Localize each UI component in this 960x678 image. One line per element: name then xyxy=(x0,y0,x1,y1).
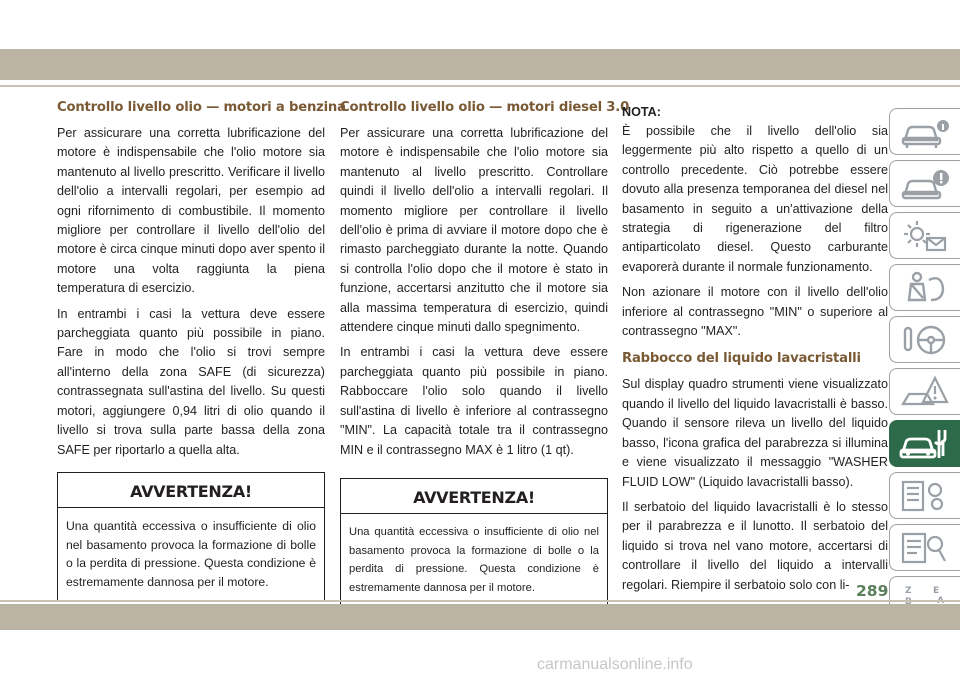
warning-lights-icon xyxy=(899,218,951,254)
paragraph: Non azionare il motore con il livello dell'olio inferiore al contrassegno "MIN" o superiore al contrassegno "MAX". xyxy=(622,285,888,339)
top-band-line xyxy=(0,85,960,87)
letter: E xyxy=(933,585,940,596)
specs-gears-icon xyxy=(899,478,951,514)
chapter-tabs xyxy=(889,108,960,628)
tab-seatbelt[interactable] xyxy=(889,264,960,311)
column-right xyxy=(622,103,888,601)
index-search-icon xyxy=(899,530,951,566)
column-middle xyxy=(340,100,630,608)
tab-specs-gears[interactable] xyxy=(889,472,960,519)
steering-wheel-icon xyxy=(899,322,951,358)
seatbelt-icon xyxy=(899,270,951,306)
warning-box xyxy=(57,472,325,602)
bottom-band-line xyxy=(0,600,960,602)
car-info-icon xyxy=(899,114,951,150)
paragraph: In entrambi i casi la vettura deve essere parcheggiata quanto più possibile in piano. Fare in modo che l'olio si trovi sempre all'interno della zona SAFE (di sicurezza) contrassegnata sull'astina del livello. Su questi motori, aggiungere 0,94 litri di olio quando il livello si trova sulla parte bassa della zona SAFE per riportarlo a quella alta. xyxy=(57,306,325,457)
paragraph: Per assicurare una corretta lubrificazione del motore è indispensabile che l'olio motore sia mantenuto al livello prescritto. Verificare il livello dell'olio a intervalli regolari, per esempio ad ogni rifornimento di combustibile. Il momento migliore per controllare il livello dell'olio del motore è circa cinque minuti dopo aver spento il motore una volta raggiunta la piena temperatura di esercizio. xyxy=(57,126,325,296)
warning-box xyxy=(340,478,608,608)
note-label: NOTA: xyxy=(622,105,661,119)
watermark: carmanualsonline.info xyxy=(537,656,693,673)
bottom-band xyxy=(0,604,960,630)
tab-index-search[interactable] xyxy=(889,524,960,571)
paragraph: Il serbatoio del liquido lavacristalli è lo stesso per il parabrezza e il lunotto. Il serbatoio del liquido si trova nel vano motore, accertarsi di controllare il livello del liquido a intervalli regolari. Riempire il serbatoio solo con li- xyxy=(622,499,888,592)
tab-car-info[interactable] xyxy=(889,108,960,155)
warning-text: Una quantità eccessiva o insufficiente di olio nel basamento provoca la formazione di bolle o la perdita di pressione. Questa condizione è estremamente dannosa per il motore. xyxy=(349,525,599,594)
tab-car-service[interactable] xyxy=(889,420,960,467)
paragraph: Per assicurare una corretta lubrificazione del motore è indispensabile che l'olio motore sia mantenuto al livello prescritto. Controllare quindi il livello dell'olio a intervalli regolari. Il momento migliore per controllare il livello dell'olio è prima di avviare il motore dopo che è rimasto parcheggiato durante la notte. Quando si controlla l'olio dopo che il motore è stato in funzione, accertarsi anzitutto che il motore sia alla massima temperatura di esercizio, quindi attendere cinque minuti dallo spegnimento. xyxy=(340,126,608,335)
section-heading-diesel: Controllo livello olio — motori diesel 3.0 xyxy=(340,100,630,115)
warning-title: AVVERTENZA! xyxy=(341,479,607,514)
letter: Z xyxy=(905,585,912,596)
tab-hazard-car[interactable] xyxy=(889,368,960,415)
warning-text: Una quantità eccessiva o insufficiente di olio nel basamento provoca la formazione di bolle o la perdita di pressione. Questa condizione è estremamente dannosa per il motore. xyxy=(66,518,316,589)
tab-warning-lights[interactable] xyxy=(889,212,960,259)
top-band xyxy=(0,49,960,80)
warning-title: AVVERTENZA! xyxy=(58,473,324,508)
car-service-icon xyxy=(899,426,951,462)
car-alert-icon xyxy=(899,166,951,202)
tab-steering-wheel[interactable] xyxy=(889,316,960,363)
paragraph: Sul display quadro strumenti viene visualizzato quando il livello del liquido lavacristalli è basso. Quando il sensore rileva un livello del liquido basso, l'icona grafica del parabrezza si illumina e viene visualizzato il messaggio "WASHER FLUID LOW" (Liquido lavacristalli basso). xyxy=(622,377,888,489)
hazard-car-icon xyxy=(899,374,951,410)
column-left xyxy=(57,100,346,602)
page-number: 289 xyxy=(856,582,889,600)
paragraph: In entrambi i casi la vettura deve essere parcheggiata quanto più possibile in piano. Rabboccare l'olio solo quando il livello sull'astina di livello è inferiore al contrassegno "MIN". La capacità totale tra il contrassegno MIN e il contrassegno MAX è 1 litro (1 qt). xyxy=(340,345,608,457)
section-heading-petrol: Controllo livello olio — motori a benzina xyxy=(57,100,346,115)
section-heading-washer: Rabbocco del liquido lavacristalli xyxy=(622,351,861,367)
paragraph: È possibile che il livello dell'olio sia leggermente più alto rispetto a quello di un controllo precedente. Ciò potrebbe essere dovuto alla presenza temporanea del diesel nel basamento in seguito a un'attivazione della strategia di rigenerazione del filtro antiparticolato diesel. Questo carburante evaporerà durante il normale funzionamento. xyxy=(622,124,888,274)
tab-car-alert[interactable] xyxy=(889,160,960,207)
